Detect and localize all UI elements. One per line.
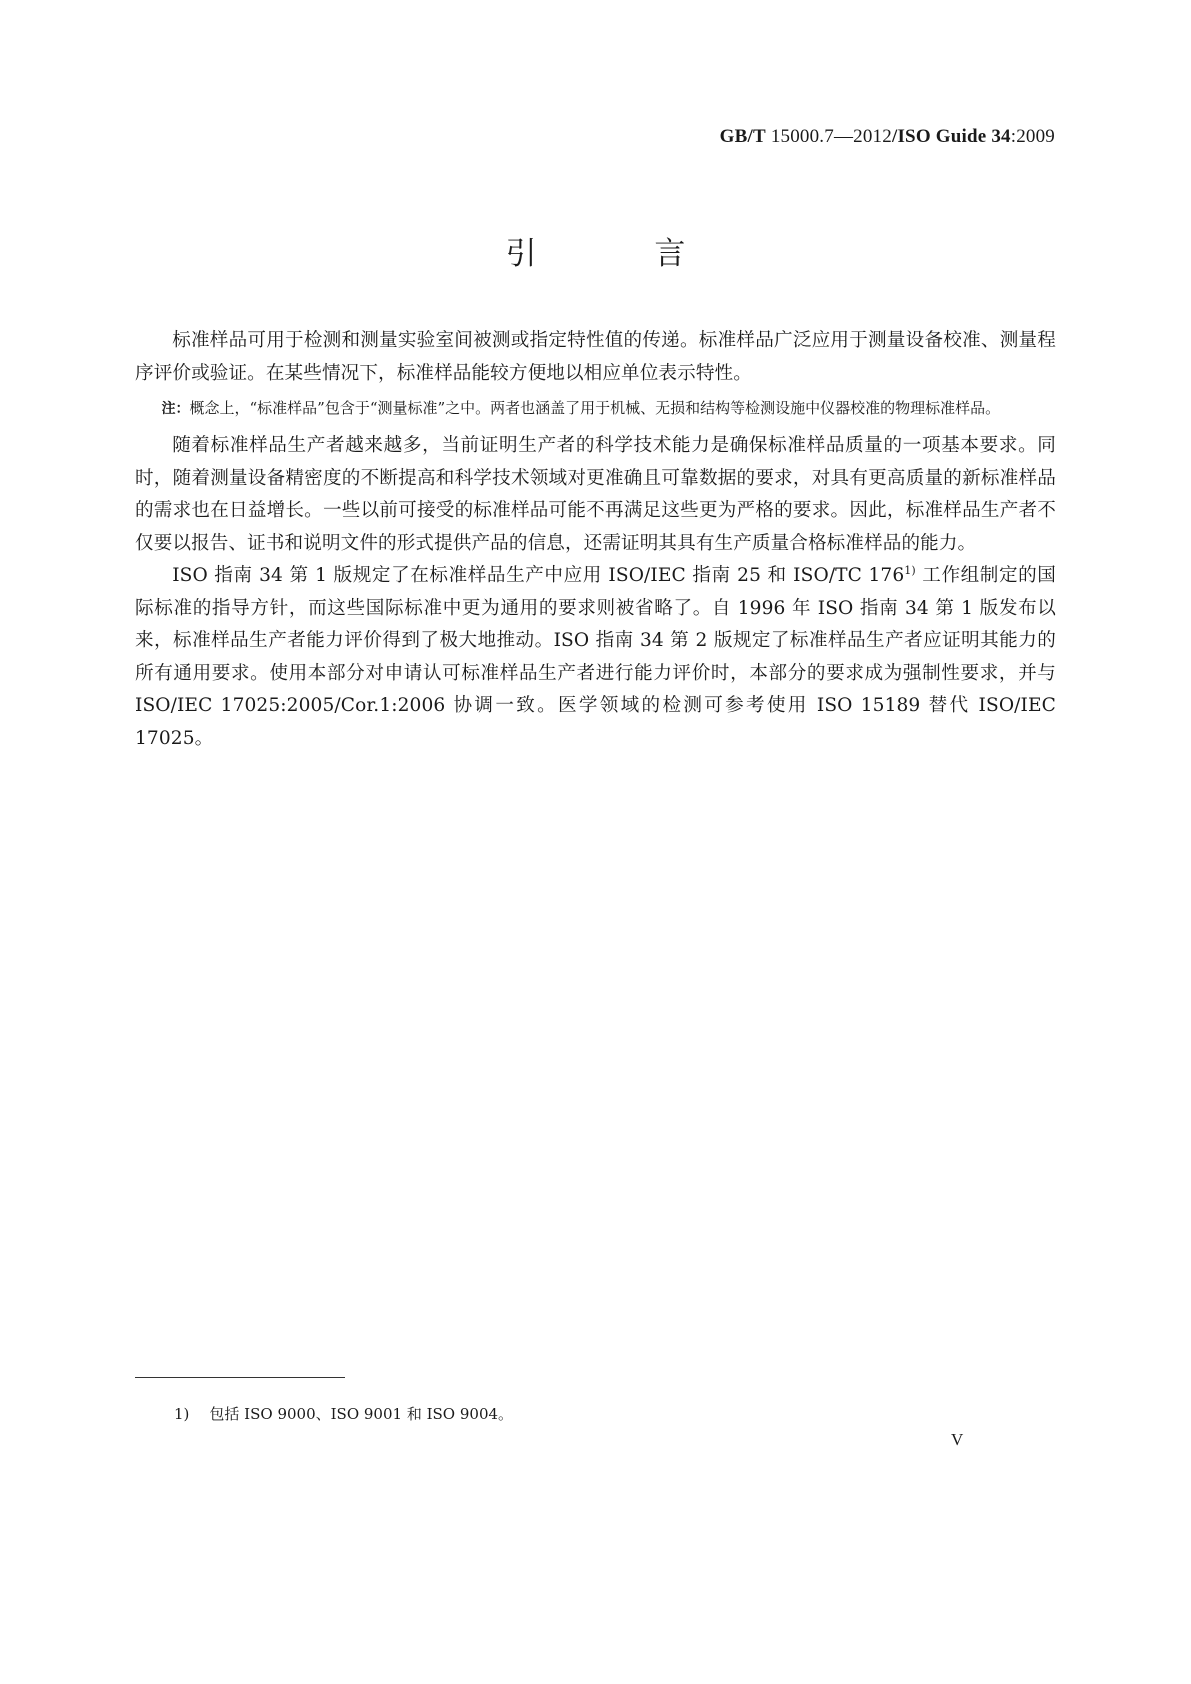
note (135, 396, 1056, 422)
note-label: 注： (161, 401, 190, 417)
page-title: 引 言 (505, 236, 740, 272)
paragraph-3-part-2: 工作组制定的国际标准的指导方针，而这些国际标准中更为通用的要求则被省略了。自 1996 年 ISO 指南 34 第 1 版发布以来，标准样品生产者能力评价得到了极大地推动。ISO 指南 34 第 2 版规定了标准样品生产者应证明其能力的所有通用要求。使用本部分对申请认可标准样品生产者进行能力评价时，本部分的要求成为强制性要求，并与 ISO/IEC 17025:2005/Cor.1:2006 协调一致。医学领域的检测可参考使用 ISO 15189 替代 ISO/IEC 17025。 (135, 565, 1057, 749)
standard-number: 15000.7—2012 (770, 126, 892, 147)
introduction-body (135, 325, 1056, 755)
footnote-reference[interactable]: 1) (904, 564, 916, 577)
iso-year: :2009 (1010, 126, 1055, 147)
paragraph-1: 标准样品可用于检测和测量实验室间被测或指定特性值的传递。标准样品广泛应用于测量设备校准、测量程序评价或验证。在某些情况下，标准样品能较方便地以相应单位表示特性。 (135, 330, 1056, 384)
standard-code: GB/T (719, 126, 766, 147)
document-header (720, 126, 1055, 148)
footnote-mark: 1) (174, 1405, 190, 1423)
footnote (174, 1403, 513, 1424)
paragraph-3 (135, 560, 1056, 755)
footnote-text: 包括 ISO 9000、ISO 9001 和 ISO 9004。 (209, 1405, 514, 1423)
header-separator: / (891, 126, 898, 147)
paragraph-2: 随着标准样品生产者越来越多，当前证明生产者的科学技术能力是确保标准样品质量的一项基本要求。同时，随着测量设备精密度的不断提高和科学技术领域对更准确且可靠数据的要求，对具有更高质量的新标准样品的需求也在日益增长。一些以前可接受的标准样品可能不再满足这些更为严格的要求。因此，标准样品生产者不仅要以报告、证书和说明文件的形式提供产品的信息，还需证明其具有生产质量合格标准样品的能力。 (135, 435, 1056, 554)
iso-reference: ISO Guide 34 (897, 126, 1011, 147)
page-number: V (951, 1430, 964, 1449)
note-text: 概念上，“标准样品”包含于“测量标准”之中。两者也涵盖了用于机械、无损和结构等检测设施中仪器校准的物理标准样品。 (189, 399, 1001, 417)
footnote-divider (135, 1377, 345, 1378)
paragraph-3-part-1: ISO 指南 34 第 1 版规定了在标准样品生产中应用 ISO/IEC 指南 25 和 ISO/TC 176 (172, 565, 905, 586)
